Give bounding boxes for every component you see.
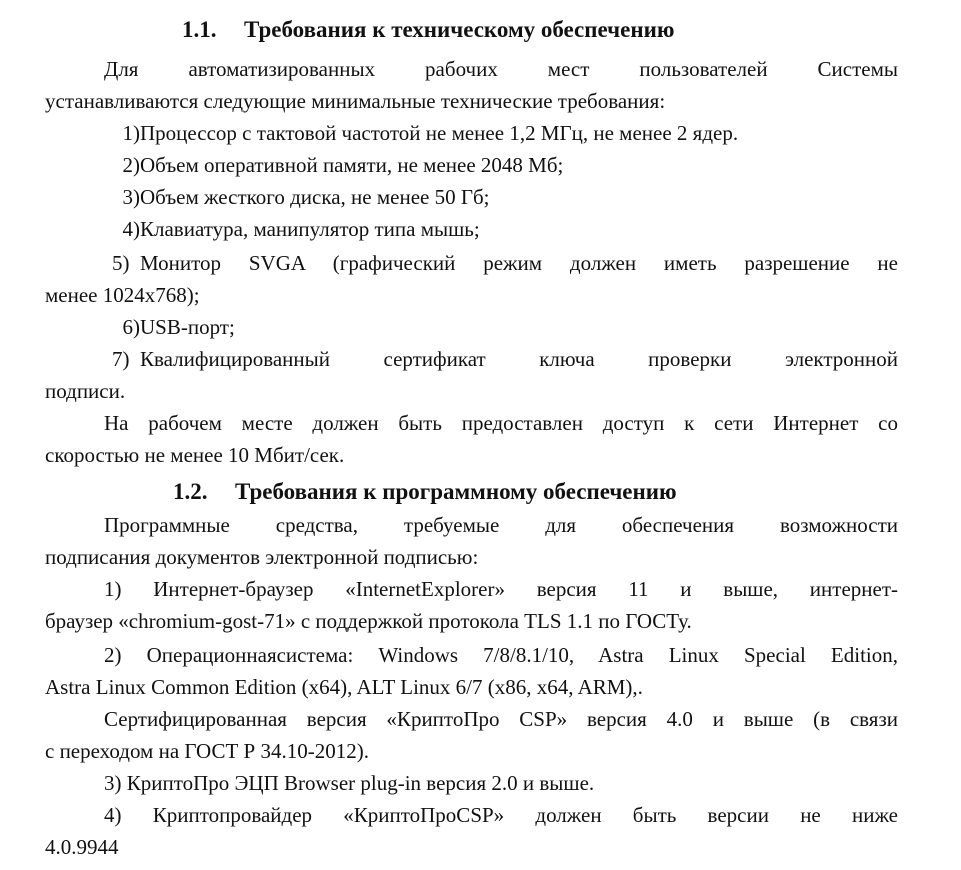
item-number: 1) (122, 121, 140, 145)
item-number: 4) (122, 217, 140, 241)
list-item (104, 577, 898, 602)
section-heading-1-2 (173, 479, 677, 505)
item-number: 5) (112, 251, 130, 275)
list-item-continuation: 4.0.9944 (45, 835, 119, 859)
section-title: Требования к программному обеспечению (235, 479, 677, 504)
item-number: 7) (112, 347, 130, 371)
section-number: 1.1. (182, 17, 217, 42)
list-item-continuation: менее 1024х768); (45, 283, 200, 307)
item-text: USB-порт; (140, 315, 235, 339)
item-text: КриптоПро ЭЦП Browser plug-in версия 2.0 и выше. (126, 771, 595, 795)
item-text: Клавиатура, манипулятор типа мышь; (140, 217, 480, 241)
list-item (112, 251, 898, 276)
item-text: Криптопровайдер «КриптоПроCSP» должен быть версии не ниже (152, 803, 898, 827)
list-item (112, 217, 898, 242)
item-number: 3) (104, 771, 122, 795)
paragraph-line: Программные средства, требуемые для обеспечения возможности (104, 513, 898, 537)
item-text: Интернет-браузер «InternetExplorer» версия 11 и выше, интернет- (153, 577, 899, 601)
item-text: Объем жесткого диска, не менее 50 Гб; (140, 185, 490, 209)
list-item (112, 153, 898, 178)
item-text: Операционнаясистема: Windows 7/8/8.1/10, Astra Linux Special Edition, (146, 643, 899, 667)
paragraph-line: На рабочем месте должен быть предоставлен доступ к сети Интернет со (104, 411, 898, 435)
section-number: 1.2. (173, 479, 208, 504)
paragraph-line: Сертифицированная версия «КриптоПро CSP» версия 4.0 и выше (в связи (104, 707, 898, 731)
section-title: Требования к техническому обеспечению (244, 17, 675, 42)
list-item (112, 185, 898, 210)
paragraph-line: скоростью не менее 10 Мбит/сек. (45, 443, 345, 467)
list-item (104, 803, 898, 828)
list-item-continuation: Astra Linux Common Edition (x64), ALT Linux 6/7 (x86, x64, ARM),. (45, 675, 643, 699)
list-item-continuation: подписи. (45, 379, 126, 403)
paragraph-line: Для автоматизированных рабочих мест пользователей Системы (104, 57, 898, 81)
list-item (112, 315, 898, 340)
item-number: 6) (122, 315, 140, 339)
item-text: Монитор SVGA (графический режим должен иметь разрешение не (140, 251, 898, 275)
item-number: 1) (104, 577, 122, 601)
list-item (112, 347, 898, 372)
list-item (104, 771, 898, 796)
item-text: Квалифицированный сертификат ключа проверки электронной (140, 347, 898, 371)
item-number: 3) (122, 185, 140, 209)
section-heading-1-1 (182, 17, 674, 43)
list-item (112, 121, 898, 146)
list-item (104, 643, 898, 668)
list-item-continuation: браузер «chromium-gost-71» с поддержкой протокола TLS 1.1 по ГОСТу. (45, 609, 692, 633)
item-number: 4) (104, 803, 122, 827)
item-text: Объем оперативной памяти, не менее 2048 Мб; (140, 153, 564, 177)
item-number: 2) (104, 643, 122, 667)
paragraph-line: подписания документов электронной подписью: (45, 545, 479, 569)
paragraph-line: устанавливаются следующие минимальные технические требования: (45, 89, 666, 113)
paragraph-line: с переходом на ГОСТ Р 34.10-2012). (45, 739, 369, 763)
item-number: 2) (122, 153, 140, 177)
item-text: Процессор с тактовой частотой не менее 1,2 МГц, не менее 2 ядер. (140, 121, 739, 145)
